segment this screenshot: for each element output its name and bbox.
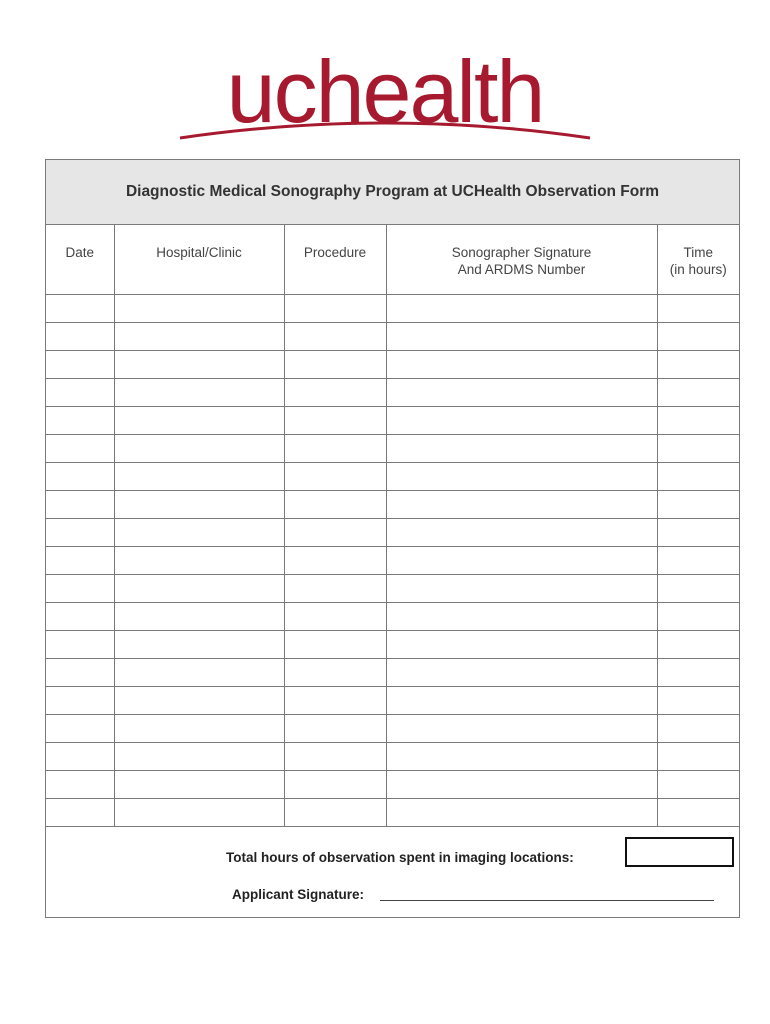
cell-time[interactable] xyxy=(657,770,739,798)
cell-sonographer-signature[interactable] xyxy=(386,378,657,406)
cell-sonographer-signature[interactable] xyxy=(386,714,657,742)
table-row xyxy=(46,322,739,350)
observation-table xyxy=(46,225,739,827)
cell-procedure[interactable] xyxy=(284,546,386,574)
cell-time[interactable] xyxy=(657,798,739,826)
cell-procedure[interactable] xyxy=(284,322,386,350)
cell-hospital-clinic[interactable] xyxy=(114,602,284,630)
table-row xyxy=(46,378,739,406)
cell-hospital-clinic[interactable] xyxy=(114,770,284,798)
cell-date[interactable] xyxy=(46,602,114,630)
cell-date[interactable] xyxy=(46,742,114,770)
cell-hospital-clinic[interactable] xyxy=(114,574,284,602)
table-row xyxy=(46,350,739,378)
cell-procedure[interactable] xyxy=(284,294,386,322)
table-row xyxy=(46,798,739,826)
cell-sonographer-signature[interactable] xyxy=(386,574,657,602)
cell-procedure[interactable] xyxy=(284,658,386,686)
cell-date[interactable] xyxy=(46,406,114,434)
cell-sonographer-signature[interactable] xyxy=(386,406,657,434)
table-row xyxy=(46,602,739,630)
cell-sonographer-signature[interactable] xyxy=(386,658,657,686)
applicant-signature-label: Applicant Signature: xyxy=(232,886,365,902)
cell-hospital-clinic[interactable] xyxy=(114,434,284,462)
cell-procedure[interactable] xyxy=(284,630,386,658)
cell-date[interactable] xyxy=(46,322,114,350)
table-row xyxy=(46,490,739,518)
cell-date[interactable] xyxy=(46,798,114,826)
cell-procedure[interactable] xyxy=(284,686,386,714)
cell-procedure[interactable] xyxy=(284,714,386,742)
table-row xyxy=(46,434,739,462)
cell-sonographer-signature[interactable] xyxy=(386,350,657,378)
cell-date[interactable] xyxy=(46,686,114,714)
cell-hospital-clinic[interactable] xyxy=(114,490,284,518)
total-hours-field[interactable] xyxy=(625,837,734,867)
cell-time[interactable] xyxy=(657,462,739,490)
cell-procedure[interactable] xyxy=(284,378,386,406)
uchealth-logo xyxy=(178,42,592,144)
table-row xyxy=(46,518,739,546)
cell-time[interactable] xyxy=(657,378,739,406)
cell-time[interactable] xyxy=(657,714,739,742)
cell-time[interactable] xyxy=(657,434,739,462)
cell-procedure[interactable] xyxy=(284,602,386,630)
cell-hospital-clinic[interactable] xyxy=(114,350,284,378)
table-row xyxy=(46,742,739,770)
cell-sonographer-signature[interactable] xyxy=(386,770,657,798)
cell-procedure[interactable] xyxy=(284,574,386,602)
cell-time[interactable] xyxy=(657,518,739,546)
table-row xyxy=(46,658,739,686)
table-row xyxy=(46,294,739,322)
cell-hospital-clinic[interactable] xyxy=(114,686,284,714)
table-row xyxy=(46,574,739,602)
cell-sonographer-signature[interactable] xyxy=(386,322,657,350)
cell-time[interactable] xyxy=(657,546,739,574)
cell-time[interactable] xyxy=(657,490,739,518)
cell-time[interactable] xyxy=(657,742,739,770)
cell-hospital-clinic[interactable] xyxy=(114,462,284,490)
column-header-procedure: Procedure xyxy=(284,225,386,294)
cell-procedure[interactable] xyxy=(284,490,386,518)
cell-date[interactable] xyxy=(46,546,114,574)
cell-hospital-clinic[interactable] xyxy=(114,518,284,546)
applicant-signature-line[interactable] xyxy=(380,900,714,901)
cell-time[interactable] xyxy=(657,294,739,322)
cell-procedure[interactable] xyxy=(284,462,386,490)
cell-sonographer-signature[interactable] xyxy=(386,798,657,826)
cell-date[interactable] xyxy=(46,714,114,742)
table-header-row xyxy=(46,225,739,294)
table-row xyxy=(46,630,739,658)
cell-hospital-clinic[interactable] xyxy=(114,798,284,826)
svg-text:uchealth: uchealth xyxy=(226,42,544,141)
cell-sonographer-signature[interactable] xyxy=(386,294,657,322)
table-row xyxy=(46,714,739,742)
form-footer xyxy=(46,827,739,922)
cell-sonographer-signature[interactable] xyxy=(386,602,657,630)
column-header-time: Time (in hours) xyxy=(657,225,739,294)
cell-date[interactable] xyxy=(46,574,114,602)
cell-date[interactable] xyxy=(46,490,114,518)
cell-time[interactable] xyxy=(657,322,739,350)
cell-time[interactable] xyxy=(657,350,739,378)
cell-time[interactable] xyxy=(657,630,739,658)
cell-sonographer-signature[interactable] xyxy=(386,742,657,770)
cell-procedure[interactable] xyxy=(284,518,386,546)
cell-hospital-clinic[interactable] xyxy=(114,630,284,658)
cell-date[interactable] xyxy=(46,658,114,686)
cell-sonographer-signature[interactable] xyxy=(386,434,657,462)
cell-date[interactable] xyxy=(46,434,114,462)
cell-hospital-clinic[interactable] xyxy=(114,742,284,770)
cell-procedure[interactable] xyxy=(284,406,386,434)
cell-time[interactable] xyxy=(657,406,739,434)
cell-date[interactable] xyxy=(46,378,114,406)
cell-procedure[interactable] xyxy=(284,350,386,378)
cell-hospital-clinic[interactable] xyxy=(114,546,284,574)
cell-hospital-clinic[interactable] xyxy=(114,658,284,686)
cell-hospital-clinic[interactable] xyxy=(114,714,284,742)
cell-procedure[interactable] xyxy=(284,742,386,770)
cell-date[interactable] xyxy=(46,462,114,490)
cell-procedure[interactable] xyxy=(284,798,386,826)
cell-hospital-clinic[interactable] xyxy=(114,322,284,350)
column-header-hospital-clinic: Hospital/Clinic xyxy=(114,225,284,294)
cell-sonographer-signature[interactable] xyxy=(386,686,657,714)
cell-date[interactable] xyxy=(46,518,114,546)
cell-procedure[interactable] xyxy=(284,770,386,798)
total-hours-label: Total hours of observation spent in imaging locations: xyxy=(226,849,574,865)
table-row xyxy=(46,686,739,714)
cell-date[interactable] xyxy=(46,630,114,658)
cell-time[interactable] xyxy=(657,686,739,714)
table-row xyxy=(46,546,739,574)
cell-sonographer-signature[interactable] xyxy=(386,462,657,490)
table-row xyxy=(46,462,739,490)
cell-procedure[interactable] xyxy=(284,434,386,462)
cell-sonographer-signature[interactable] xyxy=(386,546,657,574)
cell-time[interactable] xyxy=(657,658,739,686)
observation-form xyxy=(45,159,740,918)
cell-date[interactable] xyxy=(46,350,114,378)
cell-hospital-clinic[interactable] xyxy=(114,294,284,322)
cell-hospital-clinic[interactable] xyxy=(114,378,284,406)
cell-sonographer-signature[interactable] xyxy=(386,490,657,518)
column-header-date: Date xyxy=(46,225,114,294)
cell-sonographer-signature[interactable] xyxy=(386,518,657,546)
cell-time[interactable] xyxy=(657,602,739,630)
table-row xyxy=(46,406,739,434)
cell-date[interactable] xyxy=(46,770,114,798)
cell-sonographer-signature[interactable] xyxy=(386,630,657,658)
form-title: Diagnostic Medical Sonography Program at UCHealth Observation Form xyxy=(46,160,739,225)
cell-time[interactable] xyxy=(657,574,739,602)
table-row xyxy=(46,770,739,798)
cell-hospital-clinic[interactable] xyxy=(114,406,284,434)
column-header-sonographer-signature: Sonographer Signature And ARDMS Number xyxy=(386,225,657,294)
cell-date[interactable] xyxy=(46,294,114,322)
